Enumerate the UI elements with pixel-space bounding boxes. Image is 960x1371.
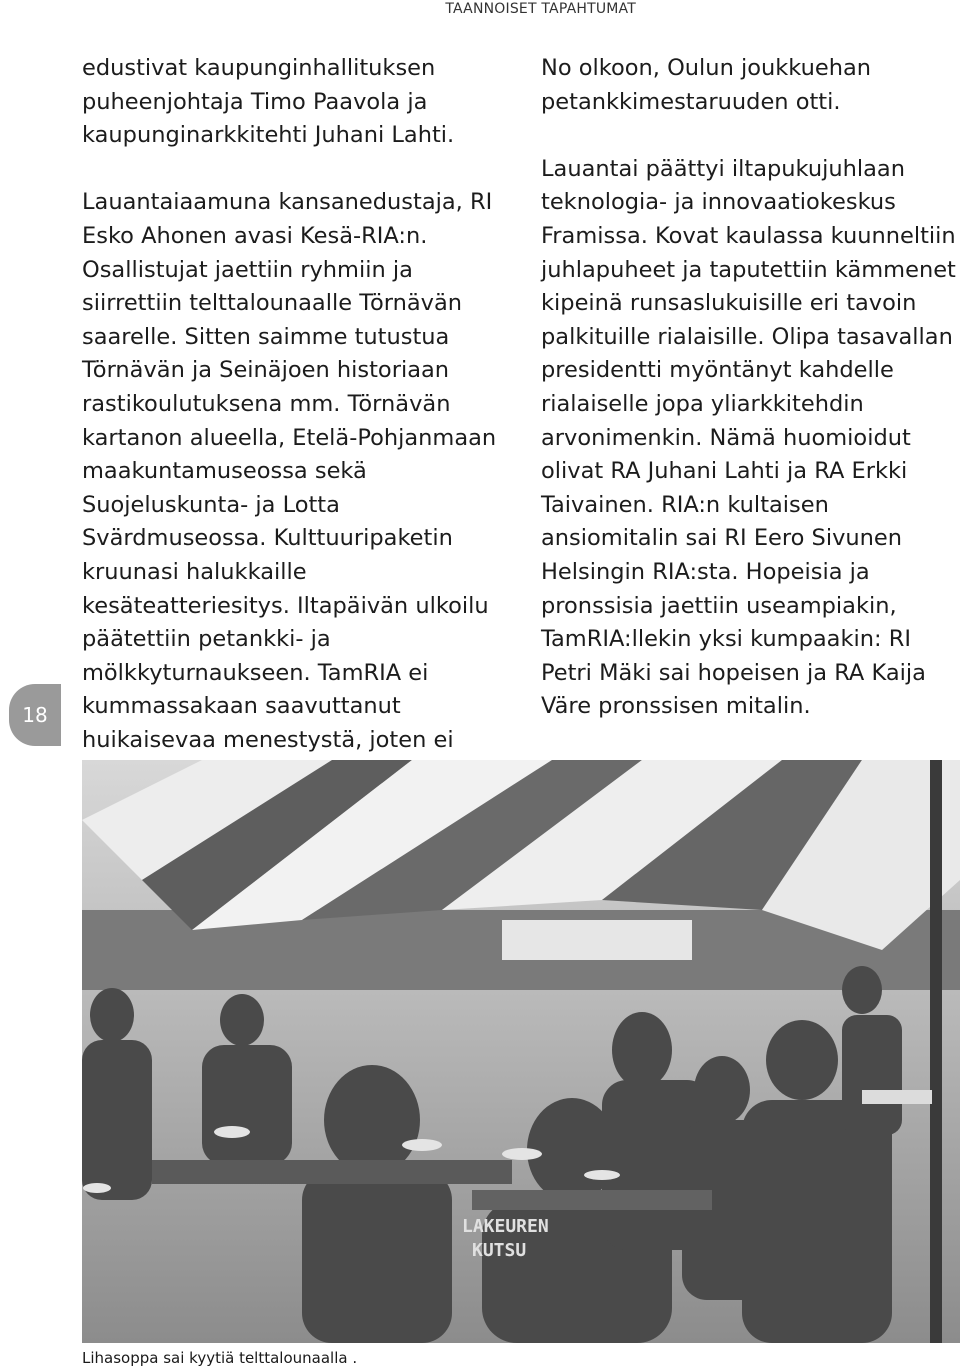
shirt-text-top: LAKEUREN xyxy=(462,1216,549,1237)
page-number: 18 xyxy=(9,684,61,746)
left-text-column xyxy=(82,52,507,791)
right-text-column xyxy=(541,52,959,724)
photo-caption: Lihasoppa sai kyytiä telttalounaalla . xyxy=(82,1349,358,1367)
right-paragraph-2: Lauantai päättyi iltapukujuhlaan teknologia- ja innovaatiokeskus Framissa. Kovat kaulassa kuunneltiin juhlapuheet ja taputettiin kämmenet kipeinä runsaslukuisille eri tavoin palkituille rialaisille. Olipa tasavallan presidentti myöntänyt kahdelle rialaiselle jopa yliarkkitehdin arvonimenkin. Nämä huomioidut olivat RA Juhani Lahti ja RA Erkki Taivainen. RIA:n kultaisen ansiomitalin sai RI Eero Sivunen Helsingin RIA:sta. Hopeisia ja pronssisia jaettiin useampiakin, TamRIA:llekin yksi kumpaakin: RI Petri Mäki sai hopeisen ja RA Kaija Väre pronssisen mitalin. xyxy=(541,155,956,720)
section-header: TAANNOISET TAPAHTUMAT xyxy=(445,1,636,17)
left-paragraph-2: Lauantaiaamuna kansanedustaja, RI Esko Ahonen avasi Kesä-RIA:n. Osallistujat jaettiin ryhmiin ja siirrettiin telttalounaalle Törnävän saarelle. Sitten saimme tutustua Törnävän ja Seinäjoen historiaan rastikoulutuksena mm. Törnävän kartanon alueella, Etelä-Pohjanmaan maakuntamuseossa sekä Suojeluskunta- ja Lotta Svärdmuseossa. Kulttuuripaketin kruunasi halukkaille kesäteatteriesitys. Iltapäivän ulkoilu päätettiin petankki- ja mölkkyturnaukseen. TamRIA ei kummassakaan saavuttanut huikaisevaa menestystä, joten ei xyxy=(82,189,497,753)
shirt-text-bottom: KUTSU xyxy=(472,1240,527,1261)
right-paragraph-1: No olkoon, Oulun joukkuehan petankkimestaruuden otti. xyxy=(541,55,872,115)
left-paragraph-1: edustivat kaupunginhallituksen puheenjohtaja Timo Paavola ja kaupunginarkkitehti Juhani Lahti. xyxy=(82,55,455,149)
tent-lunch-photo xyxy=(82,760,960,1343)
